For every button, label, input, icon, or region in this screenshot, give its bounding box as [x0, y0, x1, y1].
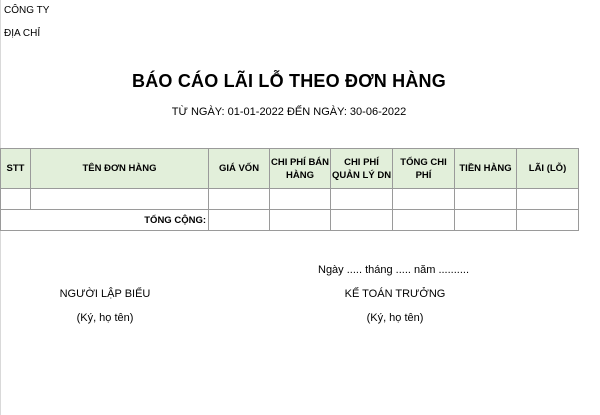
- total-profit-loss-cell[interactable]: [517, 210, 579, 231]
- total-row: [1, 210, 579, 231]
- column-header-admin-expense: CHI PHÍ QUẢN LÝ DN: [331, 149, 393, 189]
- preparer-title: NGƯỜI LẬP BIỂU: [59, 288, 151, 300]
- column-header-cost-price: GIÁ VỐN: [209, 149, 270, 189]
- chief-accountant-title: KẾ TOÁN TRƯỞNG: [344, 288, 446, 300]
- table-cell[interactable]: [31, 189, 209, 210]
- report-period: TỪ NGÀY: 01-01-2022 ĐẾN NGÀY: 30-06-2022: [171, 106, 407, 118]
- column-header-revenue: TIỀN HÀNG: [455, 149, 517, 189]
- column-header-selling-expense: CHI PHÍ BÁN HÀNG: [270, 149, 331, 189]
- table-cell[interactable]: [270, 189, 331, 210]
- chief-accountant-sign-note: (Ký, họ tên): [366, 312, 424, 324]
- table-cell[interactable]: [209, 189, 270, 210]
- table-cell[interactable]: [517, 189, 579, 210]
- total-expense-cell[interactable]: [393, 210, 455, 231]
- table-row: [1, 189, 579, 210]
- signature-date-line: Ngày ..... tháng ..... năm ..........: [318, 264, 470, 276]
- total-selling-expense-cell[interactable]: [270, 210, 331, 231]
- column-header-total-expense: TỔNG CHI PHÍ: [393, 149, 455, 189]
- table-header-row: [1, 149, 579, 189]
- profit-loss-table: [0, 148, 579, 231]
- column-header-profit-loss: LÃI (LỖ): [517, 149, 579, 189]
- total-revenue-cell[interactable]: [455, 210, 517, 231]
- company-label: CÔNG TY: [4, 5, 50, 16]
- report-title: BÁO CÁO LÃI LỖ THEO ĐƠN HÀNG: [132, 71, 446, 91]
- table-cell[interactable]: [331, 189, 393, 210]
- total-label: TỔNG CỘNG:: [1, 210, 209, 231]
- address-label: ĐỊA CHỈ: [4, 28, 41, 39]
- table-cell[interactable]: [1, 189, 31, 210]
- table-cell[interactable]: [393, 189, 455, 210]
- total-cost-cell[interactable]: [209, 210, 270, 231]
- table-cell[interactable]: [455, 189, 517, 210]
- column-header-stt: STT: [1, 149, 31, 189]
- preparer-sign-note: (Ký, họ tên): [76, 312, 134, 324]
- total-admin-expense-cell[interactable]: [331, 210, 393, 231]
- column-header-order-name: TÊN ĐƠN HÀNG: [31, 149, 209, 189]
